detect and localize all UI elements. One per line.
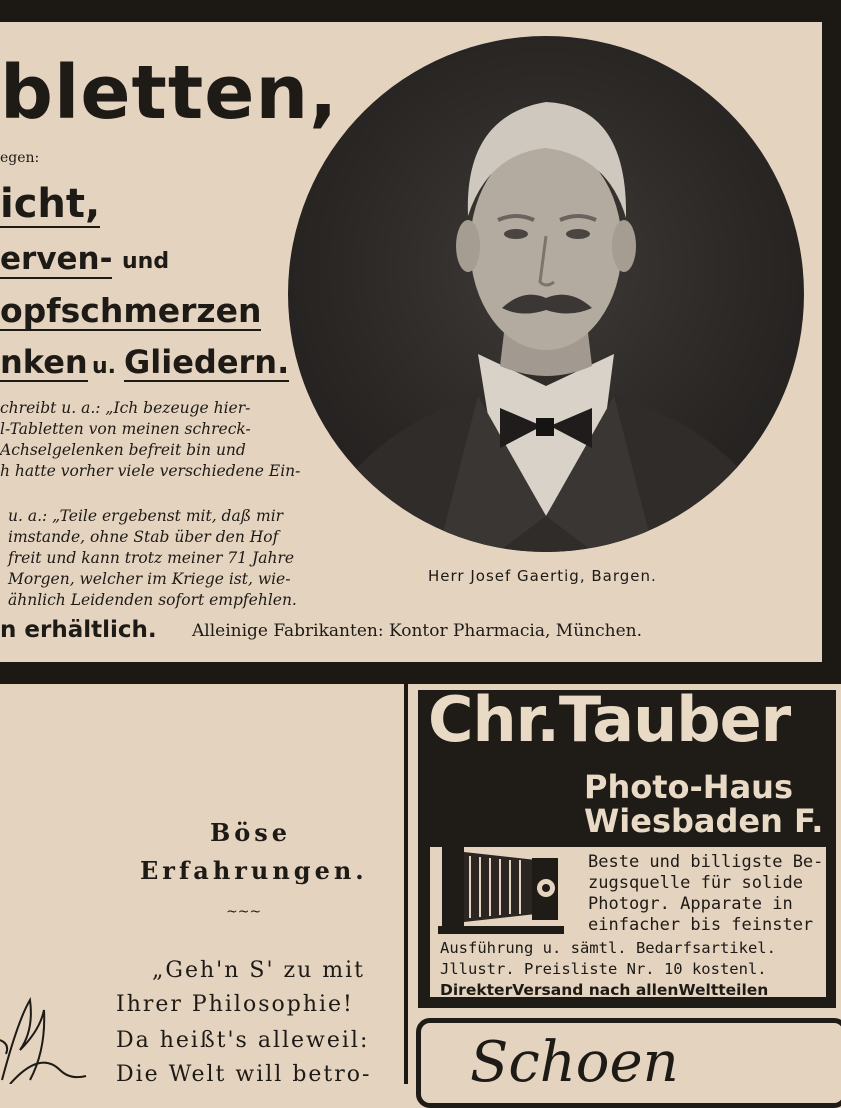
testimonial-2-line: Morgen, welcher im Kriege ist, wie- — [8, 570, 291, 588]
top-border-rule — [0, 0, 841, 22]
testimonial-1-line: l-Tabletten von meinen schreck- — [0, 420, 251, 438]
tauber-body-line: einfacher bis feinster — [588, 915, 814, 935]
availability-text: n erhältlich. — [0, 617, 157, 643]
testimonial-2-line: freit und kann trotz meiner 71 Jahre — [8, 549, 295, 567]
tauber-body-line: Photogr. Apparate in — [588, 894, 793, 914]
poem-ornament: ~~~ — [226, 904, 262, 920]
ailment-5: Gliedern. — [124, 343, 290, 381]
tauber-body-bottom — [440, 938, 776, 1001]
testimonial-2-line: ähnlich Leidenden sofort empfehlen. — [8, 591, 297, 609]
tauber-body-top — [588, 852, 823, 936]
tauber-body-line: zugsquelle für solide — [588, 873, 803, 893]
ad-intro: egen: — [0, 150, 40, 166]
poem-line: Ihrer Philosophie! — [116, 992, 354, 1017]
poem-line: „Geh'n S' zu mit — [152, 958, 365, 983]
right-border-rule — [822, 0, 841, 668]
poem-title-line-1: Böse — [210, 818, 292, 847]
poem-line: Da heißt's alleweil: — [116, 1028, 370, 1053]
tauber-line-photohaus: Photo-Haus — [584, 768, 793, 806]
testimonial-1-line: chreibt u. a.: „Ich bezeuge hier- — [0, 399, 251, 417]
manufacturer-line: Alleinige Fabrikanten: Kontor Pharmacia, München. — [192, 621, 642, 641]
ailment-1: icht, — [0, 181, 101, 227]
testimonial-2 — [8, 506, 297, 611]
ailment-connector-und: und — [122, 249, 170, 274]
testimonial-2-line: u. a.: „Teile ergebenst mit, daß mir — [8, 507, 284, 525]
portrait-illustration — [288, 36, 804, 552]
tauber-body-line: Ausführung u. sämtl. Bedarfsartikel. — [440, 939, 776, 957]
tauber-body-line: Beste und billigste Be- — [588, 852, 824, 872]
camera-icon — [436, 822, 576, 940]
tauber-body-line: Jllustr. Preisliste Nr. 10 kostenl. — [440, 960, 767, 978]
lower-right-ad-script: Schoen — [470, 1030, 679, 1095]
testimonial-1 — [0, 398, 300, 482]
poem-line: Die Welt will betro- — [116, 1062, 372, 1087]
sketch-illustration — [0, 980, 90, 1084]
tauber-body-line: DirekterVersand nach allenWeltteilen — [440, 981, 769, 999]
ailment-connector-u: u. — [92, 354, 117, 379]
tauber-brand: Chr.Tauber — [428, 683, 791, 756]
tauber-line-city: Wiesbaden F. — [584, 802, 824, 840]
ailment-3: opfschmerzen — [0, 291, 262, 330]
testimonial-1-line: Achselgelenken befreit bin und — [0, 441, 246, 459]
ad-headline: bletten, — [0, 50, 339, 136]
middle-divider-rule — [0, 662, 841, 684]
poem-title-line-2: Erfahrungen. — [140, 856, 368, 885]
portrait-photo — [288, 36, 804, 552]
portrait-caption: Herr Josef Gaertig, Bargen. — [428, 567, 657, 585]
testimonial-2-line: imstande, ohne Stab über den Hof — [8, 528, 279, 546]
column-divider-rule — [404, 684, 408, 1084]
ailment-4: nken — [0, 343, 88, 381]
ailment-2: erven- — [0, 241, 113, 277]
testimonial-1-line: h hatte vorher viele verschiedene Ein- — [0, 462, 301, 480]
